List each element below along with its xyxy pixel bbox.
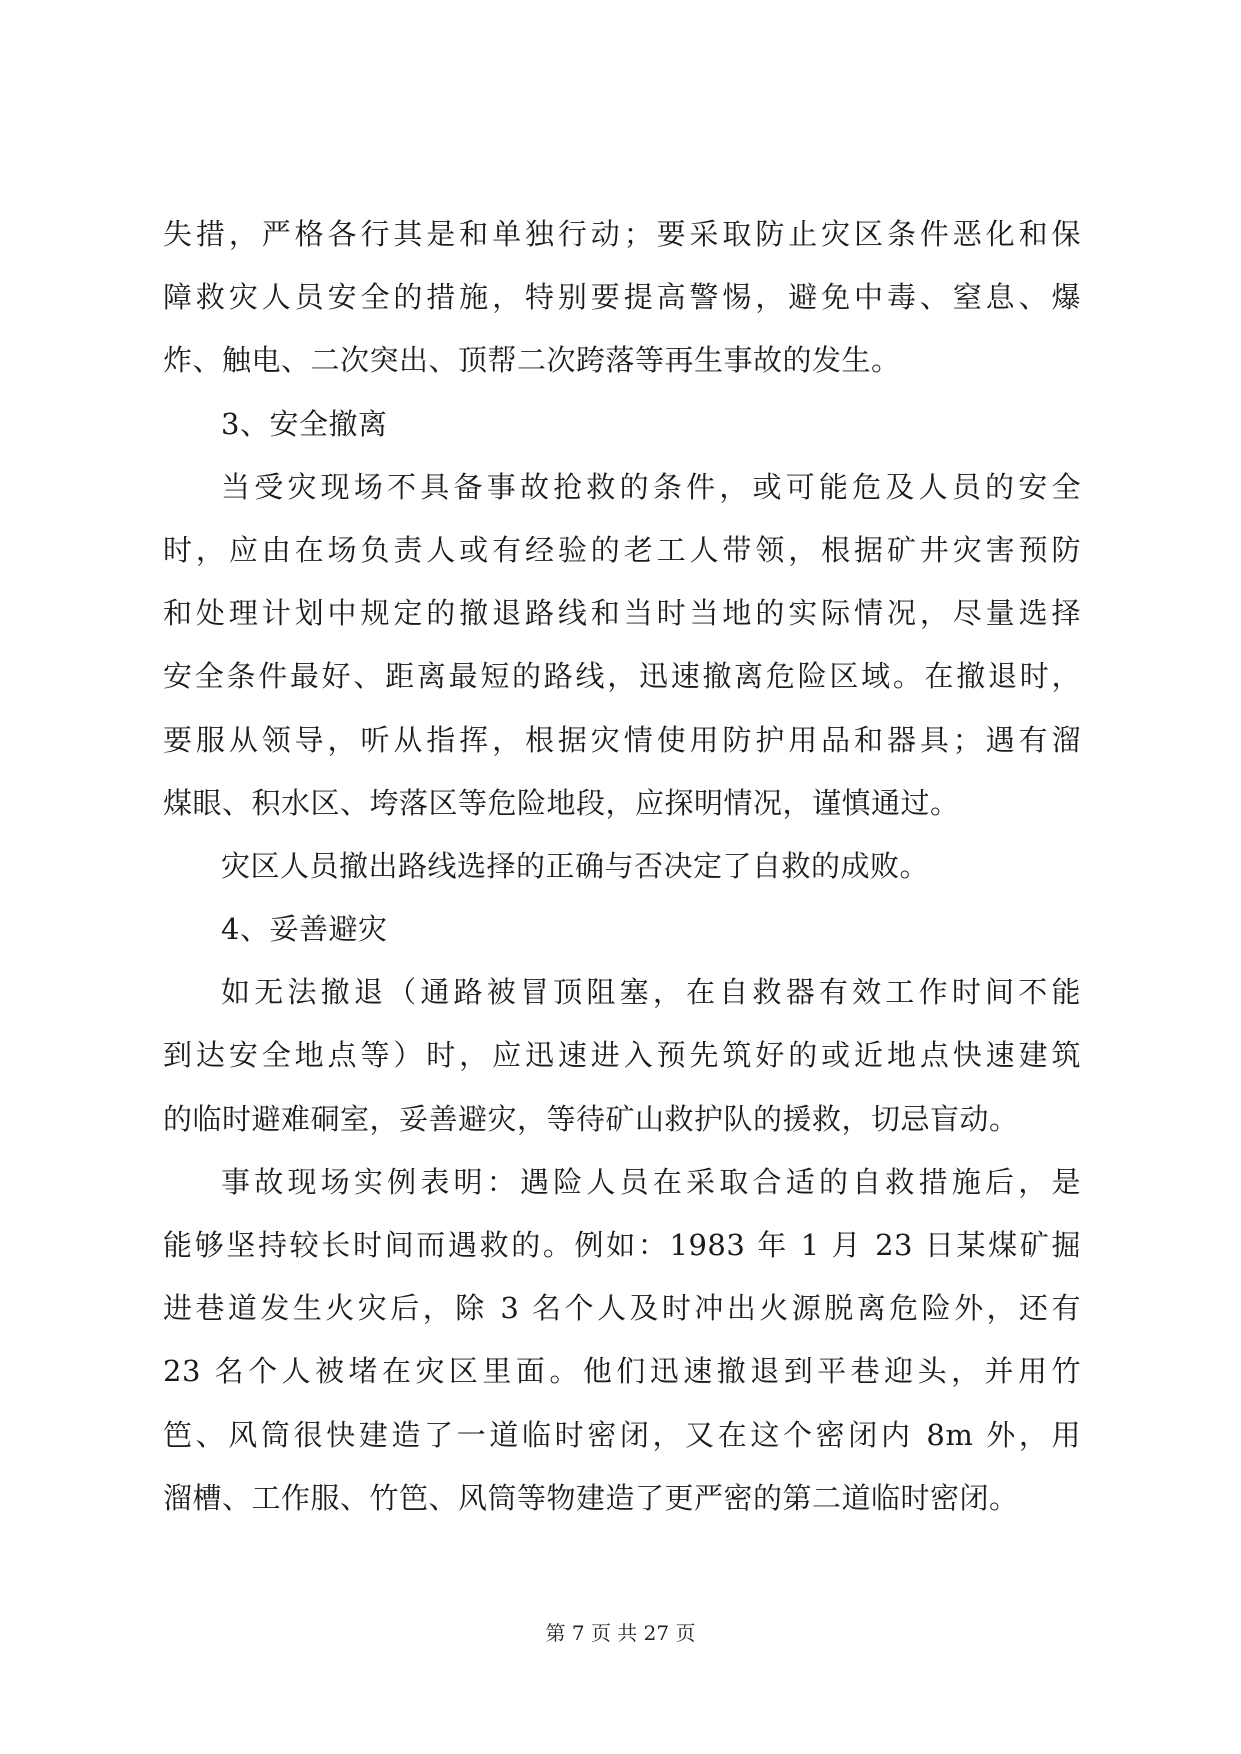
text-line: 的临时避难硐室，妥善避灾，等待矿山救护队的援救，切忌盲动。 [163, 1101, 1019, 1136]
text-line: 如无法撤退（通路被冒顶阻塞，在自救器有效工作时间不能 [221, 975, 1081, 1010]
section-heading: 3、安全撤离 [221, 406, 388, 441]
text-line: 灾区人员撤出路线选择的正确与否决定了自救的成败。 [221, 848, 930, 883]
text-line: 能够坚持较长时间而遇救的。例如：1983 年 1 月 23 日某煤矿掘 [163, 1228, 1081, 1262]
text-line: 进巷道发生火灾后，除 3 名个人及时冲出火源脱离危险外，还有 [163, 1291, 1081, 1326]
text-line: 安全条件最好、距离最短的路线，迅速撤离危险区域。在撤退时， [163, 659, 1081, 694]
body-text [163, 203, 1081, 1530]
text-line: 笆、风筒很快建造了一道临时密闭，又在这个密闭内 8m 外，用 [163, 1417, 1081, 1452]
text-line: 到达安全地点等）时，应迅速进入预先筑好的或近地点快速建筑 [163, 1038, 1081, 1073]
text-line: 时，应由在场负责人或有经验的老工人带领，根据矿井灾害预防 [163, 532, 1081, 567]
page-number-footer: 第 7 页 共 27 页 [545, 1621, 696, 1645]
text-line: 失措，严格各行其是和单独行动；要采取防止灾区条件恶化和保 [163, 217, 1081, 251]
text-line: 当受灾现场不具备事故抢救的条件，或可能危及人员的安全 [221, 469, 1081, 504]
section-heading: 4、妥善避灾 [221, 912, 388, 947]
text-line: 23 名个人被堵在灾区里面。他们迅速撤退到平巷迎头，并用竹 [163, 1354, 1081, 1389]
text-line: 溜槽、工作服、竹笆、风筒等物建造了更严密的第二道临时密闭。 [163, 1480, 1019, 1515]
text-line: 炸、触电、二次突出、顶帮二次跨落等再生事故的发生。 [163, 343, 901, 378]
text-line: 和处理计划中规定的撤退路线和当时当地的实际情况，尽量选择 [163, 596, 1081, 631]
text-line: 要服从领导，听从指挥，根据灾情使用防护用品和器具；遇有溜 [163, 722, 1081, 757]
text-line: 事故现场实例表明：遇险人员在采取合适的自救措施后，是 [221, 1164, 1081, 1199]
text-line: 煤眼、积水区、垮落区等危险地段，应探明情况，谨慎通过。 [163, 785, 960, 820]
text-line: 障救灾人员安全的措施，特别要提高警惕，避免中毒、窒息、爆 [163, 280, 1081, 315]
